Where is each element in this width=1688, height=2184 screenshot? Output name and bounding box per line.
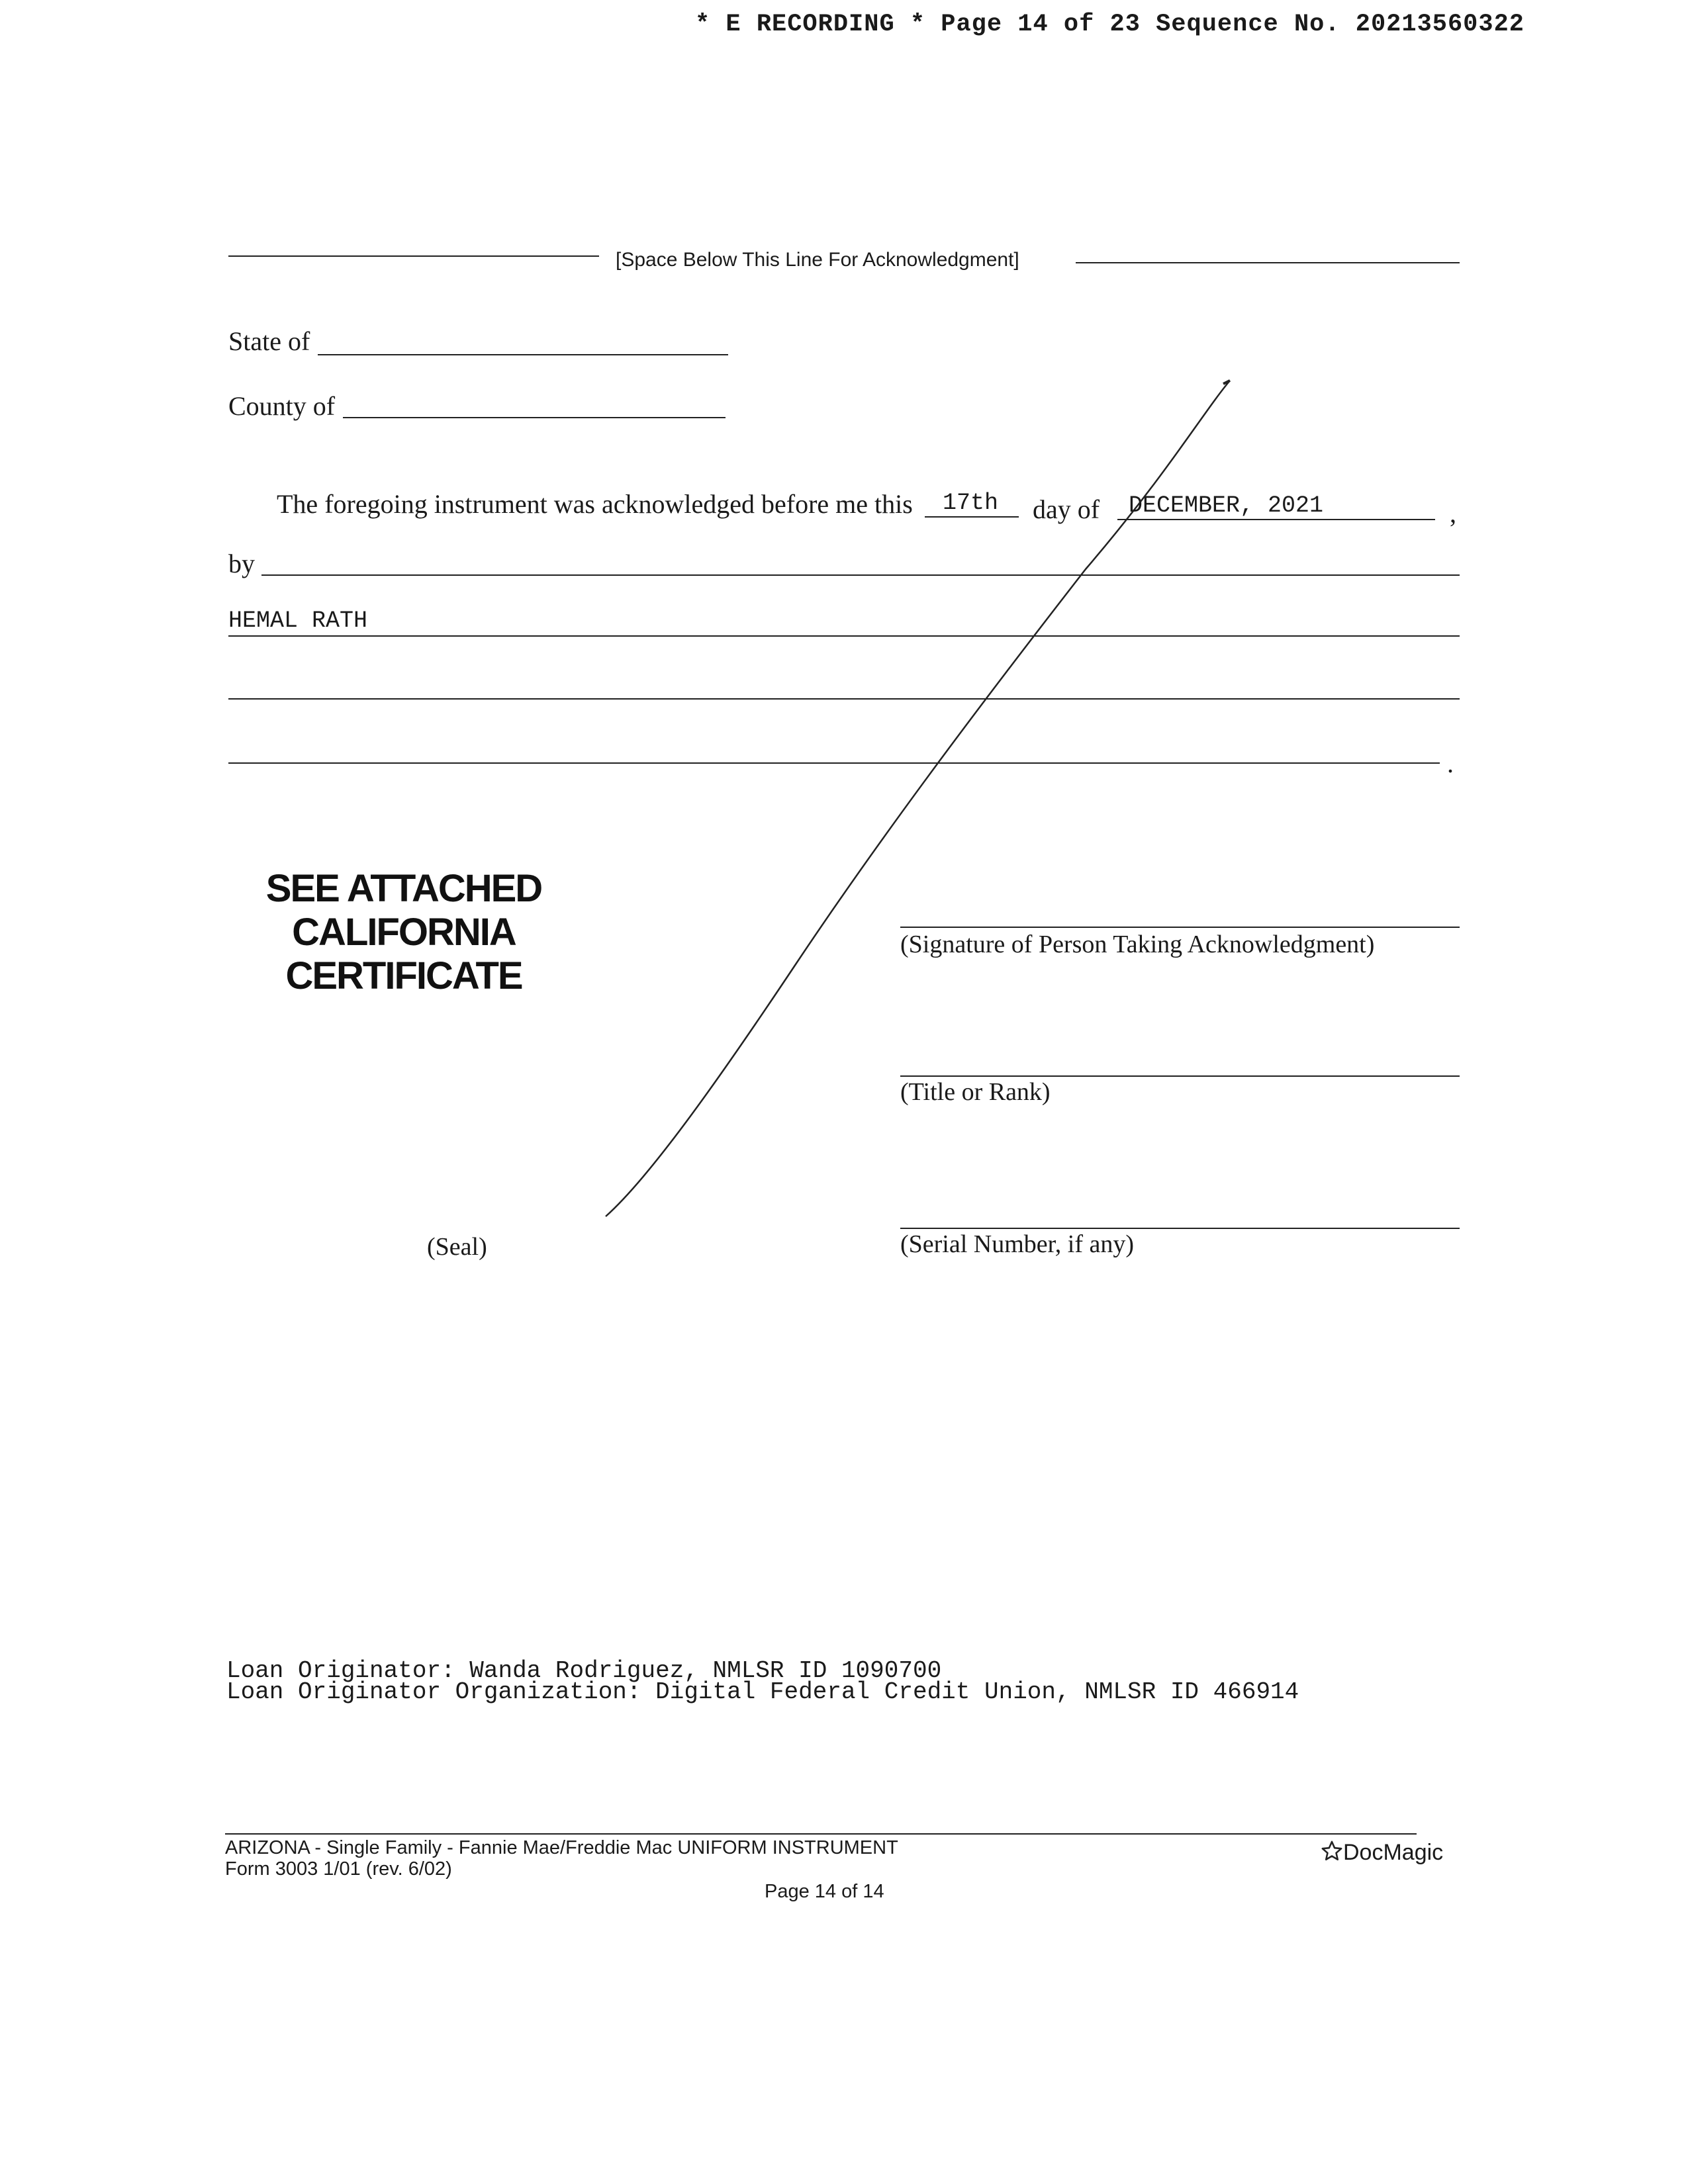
state-field-line [318, 354, 728, 355]
day-of-label: day of [1033, 494, 1100, 524]
day-field-line [925, 516, 1019, 518]
seal-caption: (Seal) [427, 1233, 487, 1261]
docmagic-brand: DocMagic [1343, 1840, 1444, 1865]
trailing-comma: , [1450, 498, 1456, 528]
signature-line [900, 927, 1460, 928]
california-certificate-stamp [258, 867, 549, 998]
title-line [900, 1075, 1460, 1077]
acknowledged-month-year: DECEMBER, 2021 [1129, 492, 1324, 519]
serial-caption: (Serial Number, if any) [900, 1230, 1135, 1258]
form-title: ARIZONA - Single Family - Fannie Mae/Freddie Mac UNIFORM INSTRUMENT [225, 1837, 898, 1858]
signature-caption: (Signature of Person Taking Acknowledgment) [900, 931, 1375, 958]
by-field-line [261, 574, 1460, 576]
separator-left [228, 255, 599, 257]
county-field-line [343, 417, 726, 418]
stamp-line-2: CALIFORNIA [292, 911, 516, 954]
blank-field-line-2 [228, 762, 1440, 764]
loan-originator: Loan Originator: Wanda Rodriguez, NMLSR ID 1090700 [226, 1657, 942, 1684]
loan-originator-organization: Loan Originator Organization: Digital Federal Credit Union, NMLSR ID 466914 [226, 1678, 1299, 1706]
acknowledged-text: The foregoing instrument was acknowledged before me this [277, 489, 913, 519]
acknowledgment-header: [Space Below This Line For Acknowledgment] [616, 249, 1019, 271]
signer-name: HEMAL RATH [228, 608, 368, 634]
stamp-line-1: SEE ATTACHED [265, 867, 542, 910]
star-icon [1321, 1840, 1343, 1868]
docmagic-logo [1321, 1840, 1443, 1868]
serial-line [900, 1228, 1460, 1229]
state-label: State of [228, 326, 310, 356]
by-label: by [228, 549, 255, 578]
form-number: Form 3003 1/01 (rev. 6/02) [225, 1858, 452, 1880]
recording-header: * E RECORDING * Page 14 of 23 Sequence No. 20213560322 [695, 11, 1524, 38]
footer-page-number: Page 14 of 14 [765, 1881, 884, 1902]
acknowledged-day: 17th [943, 490, 999, 516]
trailing-period: . [1447, 749, 1454, 778]
footer-rule [225, 1833, 1417, 1835]
signer-field-line [228, 635, 1460, 637]
title-caption: (Title or Rank) [900, 1078, 1051, 1106]
month-field-line [1117, 519, 1435, 520]
county-label: County of [228, 391, 336, 421]
stamp-line-3: CERTIFICATE [285, 954, 522, 997]
separator-right [1076, 262, 1460, 263]
blank-field-line-1 [228, 698, 1460, 700]
